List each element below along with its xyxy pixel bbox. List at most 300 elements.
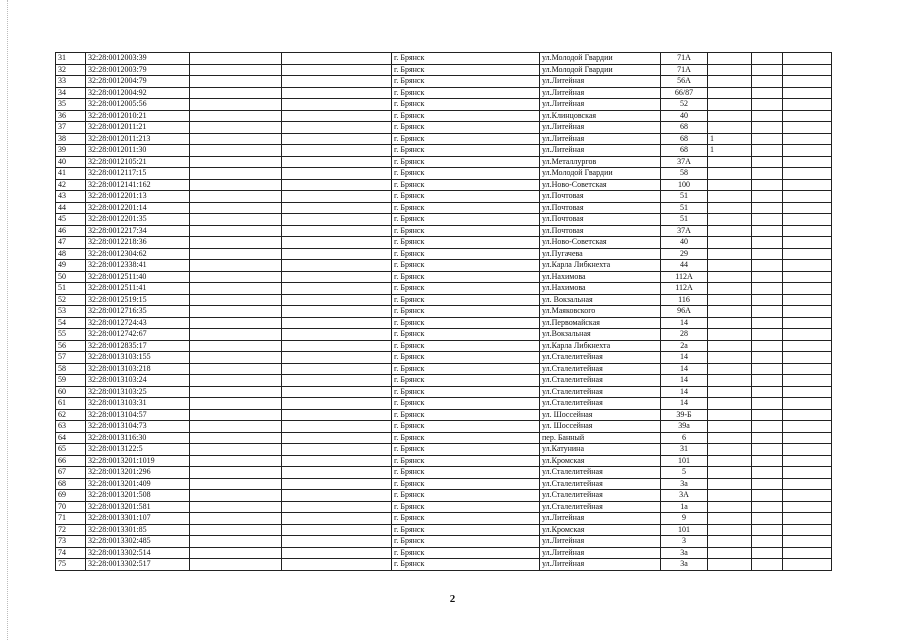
table-row [56, 179, 832, 191]
cell-empty [282, 547, 392, 559]
cell-street: ул.Молодой Гвардии [540, 53, 661, 65]
cell-city: г. Брянск [392, 467, 540, 479]
cell-cadastral-number: 32:28:0013103:24 [86, 375, 190, 387]
table-row [56, 524, 832, 536]
cell-row-number: 39 [56, 145, 86, 157]
cell-city: г. Брянск [392, 340, 540, 352]
cell-empty [190, 248, 282, 260]
cell-cadastral-number: 32:28:0012117:15 [86, 168, 190, 180]
cell-extra [708, 283, 752, 295]
cell-empty [752, 547, 783, 559]
cell-empty [752, 260, 783, 272]
cell-house-number: 56А [661, 76, 708, 88]
cell-empty [282, 501, 392, 513]
cell-empty [783, 64, 832, 76]
cell-extra [708, 306, 752, 318]
cell-street: ул.Нахимова [540, 271, 661, 283]
property-registry-table [55, 52, 832, 571]
cell-city: г. Брянск [392, 501, 540, 513]
cell-empty [282, 513, 392, 525]
cell-empty [190, 237, 282, 249]
table-row [56, 294, 832, 306]
cell-extra [708, 329, 752, 341]
cell-house-number: 39-Б [661, 409, 708, 421]
cell-row-number: 56 [56, 340, 86, 352]
table-row [56, 559, 832, 571]
table-row [56, 306, 832, 318]
cell-extra [708, 271, 752, 283]
cell-empty [783, 248, 832, 260]
cell-street: ул.Молодой Гвардии [540, 64, 661, 76]
cell-street: ул.Сталелитейная [540, 363, 661, 375]
cell-empty [190, 214, 282, 226]
cell-empty [282, 179, 392, 191]
table-row [56, 444, 832, 456]
cell-empty [190, 133, 282, 145]
cell-row-number: 58 [56, 363, 86, 375]
table-row [56, 271, 832, 283]
cell-empty [783, 352, 832, 364]
cell-city: г. Брянск [392, 294, 540, 306]
cell-cadastral-number: 32:28:0013103:155 [86, 352, 190, 364]
cell-empty [282, 53, 392, 65]
cell-house-number: 9 [661, 513, 708, 525]
cell-cadastral-number: 32:28:0013103:31 [86, 398, 190, 410]
table-row [56, 122, 832, 134]
cell-row-number: 49 [56, 260, 86, 272]
cell-empty [752, 409, 783, 421]
cell-empty [282, 524, 392, 536]
cell-empty [783, 76, 832, 88]
cell-empty [783, 478, 832, 490]
cell-empty [783, 306, 832, 318]
cell-row-number: 71 [56, 513, 86, 525]
cell-cadastral-number: 32:28:0012742:67 [86, 329, 190, 341]
cell-cadastral-number: 32:28:0012201:35 [86, 214, 190, 226]
cell-house-number: 3а [661, 547, 708, 559]
cell-house-number: 5 [661, 467, 708, 479]
cell-empty [752, 271, 783, 283]
cell-city: г. Брянск [392, 329, 540, 341]
cell-cadastral-number: 32:28:0012011:21 [86, 122, 190, 134]
cell-empty [190, 168, 282, 180]
cell-cadastral-number: 32:28:0012004:79 [86, 76, 190, 88]
table-row [56, 478, 832, 490]
cell-extra [708, 191, 752, 203]
cell-cadastral-number: 32:28:0013301:85 [86, 524, 190, 536]
cell-row-number: 62 [56, 409, 86, 421]
cell-empty [190, 317, 282, 329]
cell-street: пер. Банный [540, 432, 661, 444]
cell-empty [190, 110, 282, 122]
cell-house-number: 96А [661, 306, 708, 318]
binding-edge [7, 0, 8, 640]
cell-street: ул.Почтовая [540, 202, 661, 214]
cell-empty [783, 145, 832, 157]
cell-empty [282, 478, 392, 490]
cell-cadastral-number: 32:28:0013302:514 [86, 547, 190, 559]
cell-extra [708, 53, 752, 65]
cell-empty [282, 87, 392, 99]
cell-city: г. Брянск [392, 409, 540, 421]
cell-cadastral-number: 32:28:0012010:21 [86, 110, 190, 122]
cell-empty [752, 283, 783, 295]
cell-street: ул.Первомайская [540, 317, 661, 329]
cell-empty [783, 122, 832, 134]
cell-street: ул.Нахимова [540, 283, 661, 295]
cell-empty [282, 64, 392, 76]
cell-empty [783, 536, 832, 548]
cell-empty [282, 191, 392, 203]
table-row [56, 467, 832, 479]
table-row [56, 455, 832, 467]
cell-street: ул.Сталелитейная [540, 501, 661, 513]
table-row [56, 248, 832, 260]
cell-extra [708, 202, 752, 214]
cell-house-number: 37А [661, 225, 708, 237]
cell-empty [783, 524, 832, 536]
cell-empty [190, 352, 282, 364]
cell-extra [708, 524, 752, 536]
cell-street: ул.Ново-Советская [540, 179, 661, 191]
cell-street: ул.Кромская [540, 455, 661, 467]
cell-row-number: 47 [56, 237, 86, 249]
cell-empty [783, 168, 832, 180]
cell-empty [190, 547, 282, 559]
cell-cadastral-number: 32:28:0013302:485 [86, 536, 190, 548]
cell-city: г. Брянск [392, 478, 540, 490]
table-row [56, 317, 832, 329]
table-row [56, 363, 832, 375]
cell-empty [190, 478, 282, 490]
cell-city: г. Брянск [392, 99, 540, 111]
cell-row-number: 73 [56, 536, 86, 548]
table-row [56, 260, 832, 272]
cell-extra [708, 248, 752, 260]
cell-empty [282, 237, 392, 249]
cell-street: ул.Литейная [540, 145, 661, 157]
cell-row-number: 53 [56, 306, 86, 318]
cell-empty [752, 432, 783, 444]
cell-house-number: 1а [661, 501, 708, 513]
cell-empty [752, 110, 783, 122]
cell-cadastral-number: 32:28:0013201:1019 [86, 455, 190, 467]
cell-extra [708, 99, 752, 111]
cell-extra [708, 317, 752, 329]
cell-city: г. Брянск [392, 455, 540, 467]
table-row [56, 133, 832, 145]
cell-empty [282, 214, 392, 226]
table-row [56, 352, 832, 364]
cell-empty [752, 87, 783, 99]
cell-empty [282, 225, 392, 237]
cell-street: ул.Литейная [540, 513, 661, 525]
cell-street: ул.Литейная [540, 559, 661, 571]
cell-row-number: 32 [56, 64, 86, 76]
cell-row-number: 67 [56, 467, 86, 479]
cell-house-number: 3а [661, 559, 708, 571]
cell-extra [708, 513, 752, 525]
cell-city: г. Брянск [392, 444, 540, 456]
cell-street: ул.Сталелитейная [540, 490, 661, 502]
cell-empty [190, 225, 282, 237]
cell-extra [708, 168, 752, 180]
cell-extra [708, 294, 752, 306]
cell-house-number: 100 [661, 179, 708, 191]
cell-empty [783, 53, 832, 65]
cell-city: г. Брянск [392, 179, 540, 191]
table-row [56, 225, 832, 237]
cell-extra [708, 363, 752, 375]
cell-house-number: 14 [661, 386, 708, 398]
cell-extra [708, 64, 752, 76]
cell-empty [783, 317, 832, 329]
cell-extra [708, 409, 752, 421]
cell-empty [190, 99, 282, 111]
cell-row-number: 68 [56, 478, 86, 490]
table-row [56, 386, 832, 398]
cell-empty [190, 490, 282, 502]
cell-row-number: 75 [56, 559, 86, 571]
cell-house-number: 40 [661, 110, 708, 122]
cell-row-number: 64 [56, 432, 86, 444]
cell-empty [752, 559, 783, 571]
cell-cadastral-number: 32:28:0012519:15 [86, 294, 190, 306]
cell-cadastral-number: 32:28:0012511:41 [86, 283, 190, 295]
cell-cadastral-number: 32:28:0013201:581 [86, 501, 190, 513]
cell-empty [752, 64, 783, 76]
cell-row-number: 44 [56, 202, 86, 214]
table-row [56, 202, 832, 214]
cell-empty [190, 87, 282, 99]
cell-empty [282, 110, 392, 122]
cell-house-number: 14 [661, 363, 708, 375]
table-row [56, 145, 832, 157]
cell-empty [282, 352, 392, 364]
cell-extra [708, 260, 752, 272]
cell-house-number: 68 [661, 122, 708, 134]
cell-city: г. Брянск [392, 271, 540, 283]
cell-empty [282, 536, 392, 548]
cell-empty [282, 398, 392, 410]
cell-empty [282, 122, 392, 134]
cell-cadastral-number: 32:28:0012217:34 [86, 225, 190, 237]
cell-cadastral-number: 32:28:0013103:25 [86, 386, 190, 398]
cell-empty [752, 202, 783, 214]
cell-row-number: 45 [56, 214, 86, 226]
cell-extra [708, 340, 752, 352]
cell-city: г. Брянск [392, 432, 540, 444]
cell-street: ул. Вокзальная [540, 294, 661, 306]
cell-empty [783, 260, 832, 272]
cell-extra [708, 444, 752, 456]
cell-street: ул.Литейная [540, 133, 661, 145]
cell-empty [190, 409, 282, 421]
cell-city: г. Брянск [392, 122, 540, 134]
cell-empty [752, 156, 783, 168]
table-row [56, 409, 832, 421]
cell-empty [282, 455, 392, 467]
cell-empty [752, 99, 783, 111]
cell-empty [282, 168, 392, 180]
cell-street: ул.Металлургов [540, 156, 661, 168]
cell-empty [282, 444, 392, 456]
cell-cadastral-number: 32:28:0012511:40 [86, 271, 190, 283]
cell-empty [190, 122, 282, 134]
cell-empty [752, 467, 783, 479]
cell-row-number: 33 [56, 76, 86, 88]
cell-city: г. Брянск [392, 202, 540, 214]
cell-empty [783, 490, 832, 502]
cell-house-number: 44 [661, 260, 708, 272]
cell-empty [282, 421, 392, 433]
cell-row-number: 37 [56, 122, 86, 134]
cell-cadastral-number: 32:28:0013201:508 [86, 490, 190, 502]
cell-extra [708, 352, 752, 364]
cell-street: ул.Сталелитейная [540, 375, 661, 387]
table-row [56, 87, 832, 99]
cell-cadastral-number: 32:28:0013201:409 [86, 478, 190, 490]
cell-empty [190, 271, 282, 283]
cell-house-number: 3 [661, 536, 708, 548]
cell-city: г. Брянск [392, 363, 540, 375]
cell-row-number: 54 [56, 317, 86, 329]
cell-empty [190, 306, 282, 318]
cell-empty [190, 432, 282, 444]
cell-empty [752, 225, 783, 237]
cell-empty [282, 386, 392, 398]
cell-street: ул.Литейная [540, 76, 661, 88]
cell-empty [752, 53, 783, 65]
cell-cadastral-number: 32:28:0013104:73 [86, 421, 190, 433]
cell-empty [190, 76, 282, 88]
cell-row-number: 65 [56, 444, 86, 456]
cell-empty [190, 294, 282, 306]
cell-empty [783, 501, 832, 513]
cell-empty [282, 559, 392, 571]
cell-extra [708, 87, 752, 99]
cell-street: ул.Почтовая [540, 191, 661, 203]
cell-empty [752, 444, 783, 456]
cell-cadastral-number: 32:28:0012201:14 [86, 202, 190, 214]
cell-empty [783, 386, 832, 398]
cell-empty [282, 76, 392, 88]
cell-row-number: 40 [56, 156, 86, 168]
cell-city: г. Брянск [392, 225, 540, 237]
cell-empty [783, 409, 832, 421]
cell-row-number: 43 [56, 191, 86, 203]
cell-empty [783, 191, 832, 203]
cell-empty [783, 444, 832, 456]
cell-empty [190, 64, 282, 76]
cell-house-number: 14 [661, 375, 708, 387]
cell-empty [752, 191, 783, 203]
cell-empty [783, 225, 832, 237]
cell-row-number: 51 [56, 283, 86, 295]
cell-empty [752, 490, 783, 502]
cell-city: г. Брянск [392, 490, 540, 502]
cell-street: ул.Клинцовская [540, 110, 661, 122]
table-row [56, 76, 832, 88]
cell-city: г. Брянск [392, 145, 540, 157]
cell-house-number: 52 [661, 99, 708, 111]
cell-house-number: 116 [661, 294, 708, 306]
cell-row-number: 72 [56, 524, 86, 536]
cell-city: г. Брянск [392, 260, 540, 272]
cell-street: ул.Литейная [540, 87, 661, 99]
cell-empty [752, 513, 783, 525]
cell-empty [190, 524, 282, 536]
cell-street: ул.Ново-Советская [540, 237, 661, 249]
cell-empty [783, 513, 832, 525]
cell-empty [282, 133, 392, 145]
cell-cadastral-number: 32:28:0012005:56 [86, 99, 190, 111]
cell-empty [752, 375, 783, 387]
cell-empty [282, 283, 392, 295]
cell-empty [282, 375, 392, 387]
cell-city: г. Брянск [392, 168, 540, 180]
cell-city: г. Брянск [392, 513, 540, 525]
cell-empty [752, 524, 783, 536]
cell-empty [783, 375, 832, 387]
table-row [56, 547, 832, 559]
cell-empty [282, 432, 392, 444]
cell-street: ул.Карла Либкнехта [540, 340, 661, 352]
cell-empty [190, 467, 282, 479]
cell-empty [783, 329, 832, 341]
cell-street: ул.Катунина [540, 444, 661, 456]
cell-house-number: 71А [661, 53, 708, 65]
cell-city: г. Брянск [392, 421, 540, 433]
cell-cadastral-number: 32:28:0013302:517 [86, 559, 190, 571]
cell-house-number: 14 [661, 317, 708, 329]
table-body [56, 53, 832, 571]
cell-house-number: 2а [661, 340, 708, 352]
cell-street: ул. Шоссейная [540, 409, 661, 421]
cell-cadastral-number: 32:28:0013116:30 [86, 432, 190, 444]
table-row [56, 53, 832, 65]
cell-house-number: 6 [661, 432, 708, 444]
cell-empty [190, 421, 282, 433]
cell-street: ул.Сталелитейная [540, 467, 661, 479]
table-row [56, 168, 832, 180]
table-row [56, 501, 832, 513]
cell-cadastral-number: 32:28:0012004:92 [86, 87, 190, 99]
table-row [56, 214, 832, 226]
cell-street: ул.Литейная [540, 122, 661, 134]
cell-street: ул.Кромская [540, 524, 661, 536]
cell-empty [282, 145, 392, 157]
cell-empty [282, 294, 392, 306]
cell-house-number: 101 [661, 455, 708, 467]
cell-cadastral-number: 32:28:0012716:35 [86, 306, 190, 318]
cell-empty [752, 179, 783, 191]
cell-house-number: 29 [661, 248, 708, 260]
table-row [56, 191, 832, 203]
cell-cadastral-number: 32:28:0012724:43 [86, 317, 190, 329]
cell-extra [708, 156, 752, 168]
cell-empty [190, 202, 282, 214]
table-row [56, 283, 832, 295]
table-row [56, 110, 832, 122]
cell-house-number: 112А [661, 283, 708, 295]
table-row [56, 329, 832, 341]
cell-empty [783, 202, 832, 214]
cell-city: г. Брянск [392, 547, 540, 559]
cell-row-number: 42 [56, 179, 86, 191]
cell-house-number: 66/87 [661, 87, 708, 99]
cell-house-number: 39а [661, 421, 708, 433]
